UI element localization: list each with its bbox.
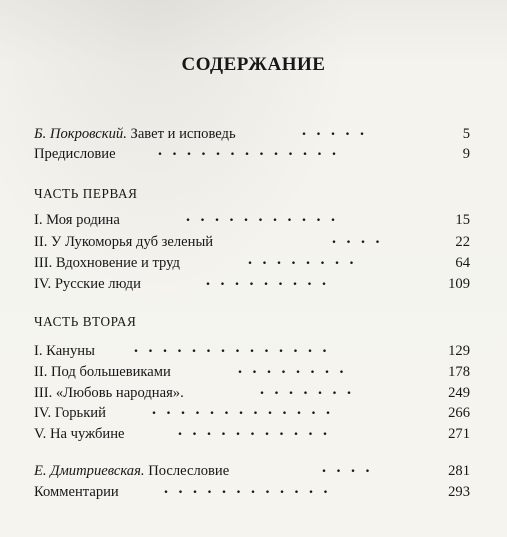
toc-entry-page: 271	[448, 426, 470, 442]
dot-leader: .............	[152, 401, 341, 418]
dot-leader: .....	[302, 122, 375, 139]
toc-entry-page: 178	[448, 364, 470, 380]
toc-entry-text: Послесловие	[148, 463, 230, 479]
toc-entry-label: I. Моя родина	[34, 212, 120, 228]
dot-leader: ........	[238, 360, 354, 377]
toc-entry-text: Предисловие	[34, 146, 116, 162]
toc-entry	[34, 274, 470, 294]
dot-leader: ...........	[186, 208, 346, 225]
toc-entry-label: I. Кануны	[34, 343, 95, 359]
toc-entry-text: Комментарии	[34, 484, 119, 500]
toc-entry-text: Завет и исповедь	[130, 126, 236, 142]
dot-leader: ....	[322, 459, 380, 476]
toc-entry-label: IV. Горький	[34, 405, 106, 421]
toc-entry-label	[34, 144, 116, 164]
toc-entry-page: 266	[448, 405, 470, 421]
toc-entry	[34, 210, 470, 230]
toc-entry-label: IV. Русские люди	[34, 276, 141, 292]
section-heading: ЧАСТЬ ВТОРАЯ	[34, 314, 137, 329]
dot-leader: ........	[248, 251, 364, 268]
page-title: СОДЕРЖАНИЕ	[181, 54, 326, 75]
toc-entry	[34, 232, 470, 252]
toc-entry-author: Б. Покровский.	[34, 126, 127, 142]
toc-entry-page: 293	[448, 484, 470, 500]
section-heading: ЧАСТЬ ПЕРВАЯ	[34, 186, 138, 201]
toc-entry-label: III. Вдохновение и труд	[34, 255, 180, 271]
toc-entry-page: 109	[448, 276, 470, 292]
toc-entry-page: 22	[455, 234, 470, 250]
toc-entry-page: 15	[455, 212, 470, 228]
toc-entry	[34, 424, 470, 444]
toc-entry-page: 249	[448, 385, 470, 401]
toc-entry	[34, 403, 470, 423]
toc-entry-author: Е. Дмитриевская.	[34, 463, 145, 479]
toc-entry-label	[34, 461, 229, 481]
toc-entry	[34, 144, 470, 164]
toc-entry-page: 64	[455, 255, 470, 271]
dot-leader: ............	[164, 480, 338, 497]
dot-leader: ...........	[178, 422, 338, 439]
toc-entry	[34, 341, 470, 361]
dot-leader: .............	[158, 142, 347, 159]
toc-entry-label: II. У Лукоморья дуб зеленый	[34, 234, 214, 250]
toc-entry	[34, 482, 470, 502]
dot-leader: ....	[332, 230, 390, 247]
toc-entry-page: 5	[462, 126, 470, 142]
toc-entry-page: 9	[462, 146, 470, 162]
toc-entry-label: III. «Любовь народная».	[34, 385, 184, 401]
toc-entry	[34, 362, 470, 382]
toc-entry-page: 129	[448, 343, 470, 359]
dot-leader: .........	[206, 272, 337, 289]
toc-entry-label: II. Под большевиками	[34, 364, 171, 380]
toc-entry-label	[34, 482, 119, 502]
toc-entry	[34, 253, 470, 273]
toc-entry-label: V. На чужбине	[34, 426, 125, 442]
toc-entry-page: 281	[448, 463, 470, 479]
toc-entry	[34, 461, 470, 481]
dot-leader: .......	[260, 381, 362, 398]
dot-leader: ..............	[134, 339, 337, 356]
